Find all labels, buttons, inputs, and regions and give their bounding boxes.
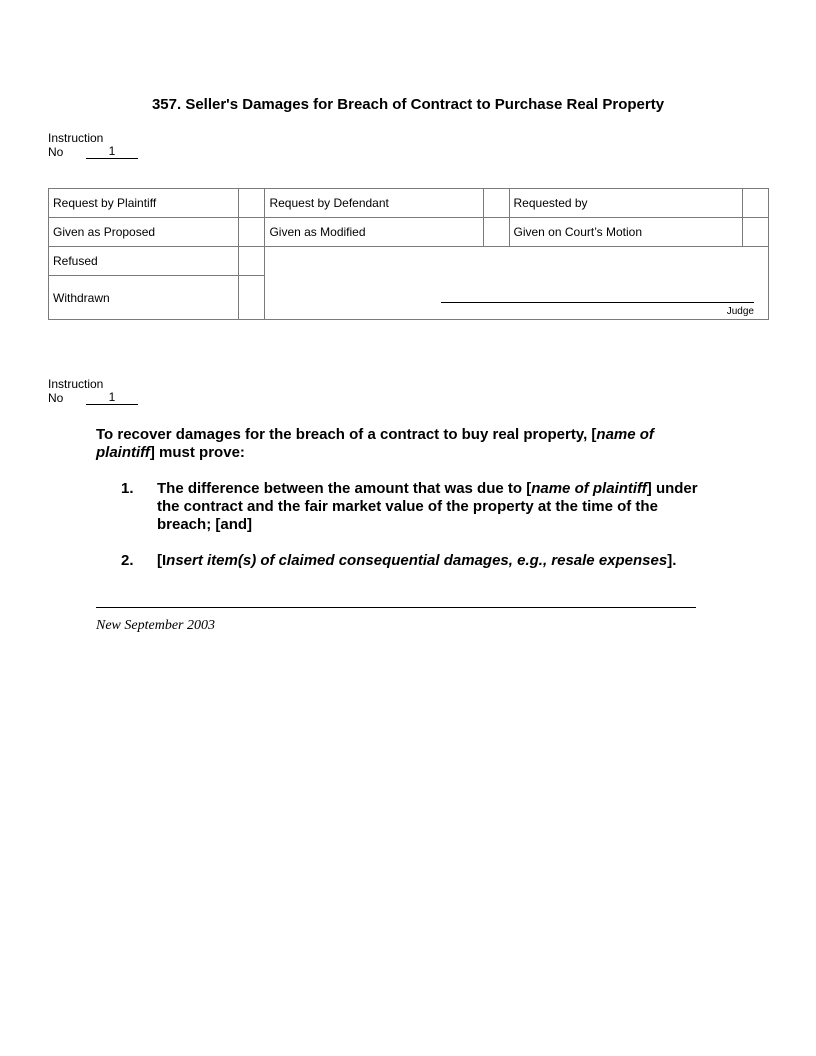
- requested-by-label: Requested by: [509, 189, 743, 218]
- request-defendant-label: Request by Defendant: [265, 189, 483, 218]
- table-row: [49, 247, 769, 276]
- instruction-no-value: 1: [86, 145, 138, 159]
- judge-label: Judge: [726, 306, 754, 317]
- requested-by-checkbox[interactable]: [743, 189, 769, 218]
- item-text: [157, 480, 716, 534]
- instruction-no-label: No: [48, 391, 64, 405]
- instruction-number-block: [48, 131, 138, 159]
- instruction-no-value: 1: [86, 391, 138, 405]
- footer-divider: [96, 607, 696, 608]
- refused-label: Refused: [49, 247, 239, 276]
- intro-placeholder: name of plaintiff: [96, 426, 654, 461]
- item-text: [157, 552, 716, 570]
- instruction-no-label: No: [48, 145, 64, 159]
- given-as-proposed-label: Given as Proposed: [49, 218, 239, 247]
- footer-note: New September 2003: [96, 618, 215, 633]
- table-row: [49, 218, 769, 247]
- item2-text-part-2: ].: [667, 552, 677, 569]
- item2-placeholder: nsert item(s) of claimed consequential damages, e.g., resale expenses: [166, 552, 668, 569]
- judge-signature-line[interactable]: [441, 302, 754, 303]
- item-number: 2.: [121, 552, 134, 569]
- given-on-courts-motion-label: Given on Court’s Motion: [509, 218, 743, 247]
- instruction-body: [96, 426, 716, 570]
- intro-text-part-2: ] must prove:: [149, 444, 245, 461]
- given-on-courts-motion-checkbox[interactable]: [743, 218, 769, 247]
- instruction-label: Instruction: [48, 377, 104, 391]
- given-as-modified-label: Given as Modified: [265, 218, 483, 247]
- list-item: [96, 480, 716, 534]
- instruction-no-row: [48, 145, 138, 159]
- withdrawn-checkbox[interactable]: [239, 276, 265, 320]
- refused-checkbox[interactable]: [239, 247, 265, 276]
- given-as-proposed-checkbox[interactable]: [239, 218, 265, 247]
- instruction-number-block-second: [48, 377, 138, 405]
- request-plaintiff-label: Request by Plaintiff: [49, 189, 239, 218]
- item1-text-part-2: ] under the contract and the fair market value of the property at the time of the breach; [and]: [157, 480, 698, 533]
- instruction-intro: [96, 426, 716, 462]
- request-plaintiff-checkbox[interactable]: [239, 189, 265, 218]
- item1-placeholder: name of plaintiff: [531, 480, 647, 497]
- withdrawn-label: Withdrawn: [49, 276, 239, 320]
- given-as-modified-checkbox[interactable]: [483, 218, 509, 247]
- table-row: [49, 189, 769, 218]
- page-title: 357. Seller's Damages for Breach of Contract to Purchase Real Property: [151, 96, 665, 113]
- request-status-table: [48, 188, 769, 320]
- item-number: 1.: [121, 480, 134, 497]
- instruction-label: Instruction: [48, 131, 104, 145]
- instruction-no-row: [48, 391, 138, 405]
- list-item: [96, 552, 716, 570]
- intro-text-part-1: To recover damages for the breach of a contract to buy real property, [: [96, 426, 597, 443]
- item1-text-part-1: The difference between the amount that was due to [: [157, 480, 532, 497]
- judge-signature-cell: [265, 247, 769, 320]
- request-defendant-checkbox[interactable]: [483, 189, 509, 218]
- item2-text-part-1: [I: [157, 552, 167, 569]
